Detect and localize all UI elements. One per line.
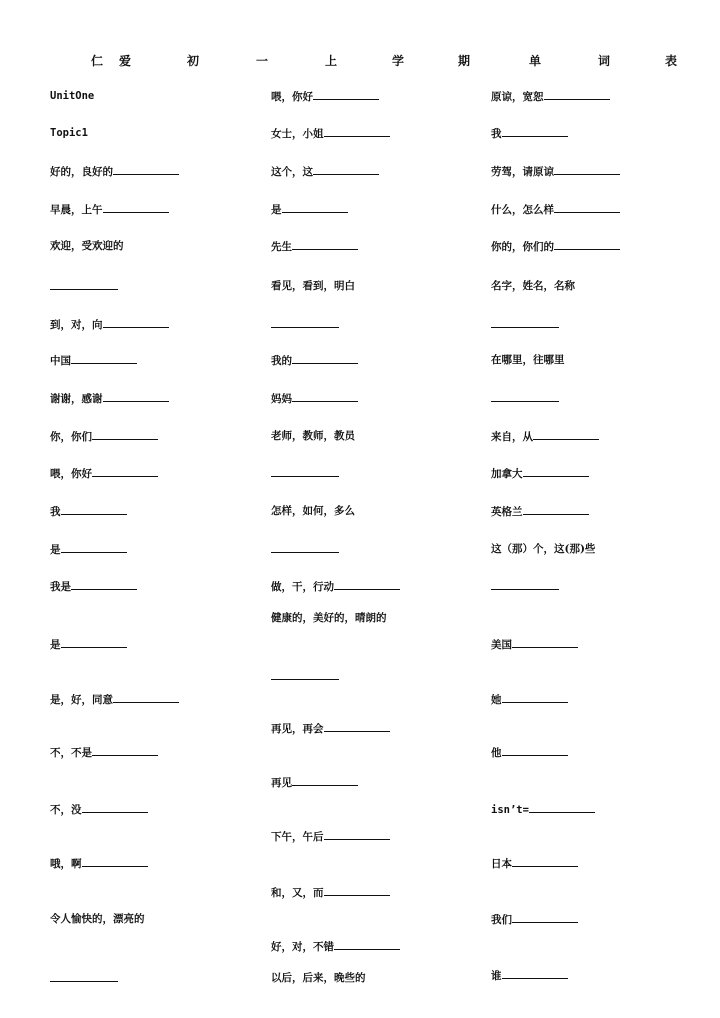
vocab-entry — [50, 280, 118, 294]
vocab-meaning: 和，又，而 — [271, 887, 324, 899]
vocab-meaning: 中国 — [50, 355, 71, 367]
vocab-entry — [271, 670, 339, 684]
vocab-meaning: 看见，看到，明白 — [271, 280, 355, 292]
vocab-entry — [50, 127, 88, 140]
vocab-meaning: 健康的，美好的，晴朗的 — [271, 612, 387, 624]
answer-blank-line — [502, 693, 568, 703]
title-char: 爱 — [119, 54, 132, 68]
answer-blank-line — [292, 392, 358, 402]
vocab-entry — [50, 746, 158, 760]
vocab-entry — [50, 165, 179, 179]
vocab-entry — [50, 913, 145, 926]
vocab-meaning: 女士，小姐 — [271, 128, 324, 140]
vocab-meaning: 早晨，上午 — [50, 204, 103, 216]
answer-blank-line — [554, 240, 620, 250]
vocab-meaning: 令人愉快的，漂亮的 — [50, 913, 145, 925]
vocab-entry — [491, 90, 610, 104]
vocab-meaning: 我 — [50, 506, 61, 518]
vocab-meaning: 不，不是 — [50, 747, 92, 759]
answer-blank-line — [113, 165, 179, 175]
vocab-meaning: 原谅，宽恕 — [491, 91, 544, 103]
vocab-meaning: 劳驾，请原谅 — [491, 166, 554, 178]
answer-blank-line — [512, 638, 578, 648]
answer-blank-line — [92, 467, 158, 477]
vocab-entry — [491, 240, 620, 254]
vocab-meaning: 谢谢，感谢 — [50, 393, 103, 405]
vocab-entry — [271, 467, 339, 481]
answer-blank-line — [554, 165, 620, 175]
answer-blank-line — [334, 940, 400, 950]
title-char: 仁 — [91, 54, 104, 68]
vocab-meaning: 怎样，如何，多么 — [271, 505, 355, 517]
vocab-entry — [491, 392, 559, 406]
vocab-entry — [491, 969, 568, 983]
answer-blank-line — [271, 543, 339, 553]
vocab-entry — [271, 972, 366, 985]
vocab-meaning: 妈妈 — [271, 393, 292, 405]
answer-blank-line — [313, 165, 379, 175]
answer-blank-line — [523, 467, 589, 477]
answer-blank-line — [61, 638, 127, 648]
vocab-entry — [271, 392, 358, 406]
answer-blank-line — [50, 280, 118, 290]
vocab-entry — [271, 776, 358, 790]
vocab-entry — [491, 165, 620, 179]
answer-blank-line — [324, 830, 390, 840]
vocab-meaning: 我们 — [491, 914, 512, 926]
vocab-entry — [50, 638, 127, 652]
vocab-entry — [50, 240, 124, 253]
vocab-meaning: 美国 — [491, 639, 512, 651]
vocab-entry — [271, 612, 387, 625]
vocab-meaning: 哦，啊 — [50, 858, 82, 870]
vocab-meaning: 先生 — [271, 241, 292, 253]
vocab-meaning: 他 — [491, 747, 502, 759]
vocab-meaning: 是，好，同意 — [50, 694, 113, 706]
answer-blank-line — [61, 543, 127, 553]
vocab-entry — [491, 354, 565, 367]
answer-blank-line — [282, 203, 348, 213]
vocab-meaning: 再见，再会 — [271, 723, 324, 735]
answer-blank-line — [103, 392, 169, 402]
vocab-entry — [271, 886, 390, 900]
title-char: 词 — [598, 54, 611, 68]
vocab-entry — [50, 972, 118, 986]
vocab-entry — [271, 722, 390, 736]
answer-blank-line — [113, 693, 179, 703]
vocab-entry — [271, 580, 400, 594]
vocab-meaning: 再见 — [271, 777, 292, 789]
vocab-meaning: 加拿大 — [491, 468, 523, 480]
vocab-meaning: 喂，你好 — [271, 91, 313, 103]
vocab-entry — [271, 543, 339, 557]
answer-blank-line — [324, 722, 390, 732]
vocab-entry — [50, 90, 94, 103]
vocab-meaning: 喂，你好 — [50, 468, 92, 480]
title-char: 表 — [665, 54, 678, 68]
vocab-meaning: isn’t= — [491, 804, 529, 816]
vocab-entry — [271, 940, 400, 954]
vocab-meaning: 是 — [271, 204, 282, 216]
vocab-meaning: 我的 — [271, 355, 292, 367]
title-char: 学 — [392, 54, 405, 68]
vocab-meaning: 是 — [50, 544, 61, 556]
vocab-entry — [271, 165, 379, 179]
vocab-entry — [271, 240, 358, 254]
vocab-entry — [271, 430, 355, 443]
answer-blank-line — [71, 580, 137, 590]
answer-blank-line — [271, 670, 339, 680]
answer-blank-line — [324, 886, 390, 896]
vocab-meaning: 在哪里，往哪里 — [491, 354, 565, 366]
answer-blank-line — [502, 969, 568, 979]
vocab-entry — [491, 467, 589, 481]
vocab-meaning: 我是 — [50, 581, 71, 593]
vocab-meaning: 你的，你们的 — [491, 241, 554, 253]
answer-blank-line — [544, 90, 610, 100]
answer-blank-line — [324, 127, 390, 137]
vocab-meaning: 以后，后来，晚些的 — [271, 972, 366, 984]
answer-blank-line — [292, 240, 358, 250]
answer-blank-line — [491, 392, 559, 402]
answer-blank-line — [313, 90, 379, 100]
vocab-entry — [271, 354, 358, 368]
title-char: 期 — [458, 54, 471, 68]
answer-blank-line — [502, 127, 568, 137]
vocab-entry — [50, 354, 137, 368]
page-title — [0, 52, 720, 68]
vocab-meaning: 到，对，向 — [50, 319, 103, 331]
vocab-entry — [50, 543, 127, 557]
vocab-entry — [50, 430, 158, 444]
vocab-entry — [271, 203, 348, 217]
vocab-entry — [491, 803, 595, 817]
vocab-entry — [491, 857, 578, 871]
vocab-entry — [50, 203, 169, 217]
vocab-meaning: 日本 — [491, 858, 512, 870]
answer-blank-line — [292, 776, 358, 786]
answer-blank-line — [533, 430, 599, 440]
vocab-entry — [271, 318, 339, 332]
vocab-meaning: 她 — [491, 694, 502, 706]
answer-blank-line — [71, 354, 137, 364]
answer-blank-line — [523, 505, 589, 515]
vocab-entry — [491, 580, 559, 594]
answer-blank-line — [103, 203, 169, 213]
vocab-entry — [491, 638, 578, 652]
answer-blank-line — [92, 746, 158, 756]
vocab-entry — [491, 318, 559, 332]
vocab-entry — [50, 318, 169, 332]
answer-blank-line — [82, 803, 148, 813]
answer-blank-line — [61, 505, 127, 515]
title-char: 初 — [187, 54, 200, 68]
vocab-entry — [271, 90, 379, 104]
vocab-entry — [491, 746, 568, 760]
vocab-entry — [50, 467, 158, 481]
vocab-entry — [491, 127, 568, 141]
vocab-meaning: 不，没 — [50, 804, 82, 816]
vocab-meaning: 老师，教师，教员 — [271, 430, 355, 442]
answer-blank-line — [82, 857, 148, 867]
answer-blank-line — [103, 318, 169, 328]
answer-blank-line — [292, 354, 358, 364]
vocab-entry — [271, 127, 390, 141]
vocab-meaning: 这个，这 — [271, 166, 313, 178]
vocab-entry — [50, 580, 137, 594]
answer-blank-line — [271, 467, 339, 477]
vocab-meaning: 谁 — [491, 970, 502, 982]
answer-blank-line — [491, 318, 559, 328]
vocab-meaning: 好，对，不错 — [271, 941, 334, 953]
vocab-entry — [491, 693, 568, 707]
vocab-meaning: 来自，从 — [491, 431, 533, 443]
vocab-entry — [491, 203, 620, 217]
vocab-meaning: 什么，怎么样 — [491, 204, 554, 216]
answer-blank-line — [512, 913, 578, 923]
vocab-meaning: 是 — [50, 639, 61, 651]
title-char: 单 — [529, 54, 542, 68]
vocab-entry — [50, 857, 148, 871]
answer-blank-line — [271, 318, 339, 328]
vocab-entry — [491, 543, 595, 556]
answer-blank-line — [512, 857, 578, 867]
vocab-entry — [50, 803, 148, 817]
answer-blank-line — [554, 203, 620, 213]
vocab-meaning: 英格兰 — [491, 506, 523, 518]
vocab-entry — [491, 280, 575, 293]
vocab-entry — [50, 693, 179, 707]
vocab-entry — [271, 505, 355, 518]
vocab-meaning: UnitOne — [50, 90, 95, 102]
vocab-meaning: 做，干，行动 — [271, 581, 334, 593]
vocab-meaning: 好的，良好的 — [50, 166, 113, 178]
vocab-entry — [491, 505, 589, 519]
vocab-meaning: 我 — [491, 128, 502, 140]
vocab-entry — [491, 430, 599, 444]
vocab-entry — [491, 913, 578, 927]
answer-blank-line — [502, 746, 568, 756]
title-char: 上 — [325, 54, 338, 68]
answer-blank-line — [334, 580, 400, 590]
vocab-entry — [271, 280, 355, 293]
vocab-entry — [50, 392, 169, 406]
vocab-meaning: 下午，午后 — [271, 831, 324, 843]
title-char: 一 — [256, 54, 269, 68]
answer-blank-line — [50, 972, 118, 982]
vocab-meaning: 名字，姓名，名称 — [491, 280, 575, 292]
vocab-entry — [50, 505, 127, 519]
vocab-meaning: Topic1 — [50, 127, 88, 139]
vocab-meaning: 你，你们 — [50, 431, 92, 443]
answer-blank-line — [529, 803, 595, 813]
answer-blank-line — [491, 580, 559, 590]
vocab-entry — [271, 830, 390, 844]
answer-blank-line — [92, 430, 158, 440]
vocab-meaning: 欢迎，受欢迎的 — [50, 240, 124, 252]
vocab-meaning: 这（那）个，这(那)些 — [491, 543, 596, 555]
